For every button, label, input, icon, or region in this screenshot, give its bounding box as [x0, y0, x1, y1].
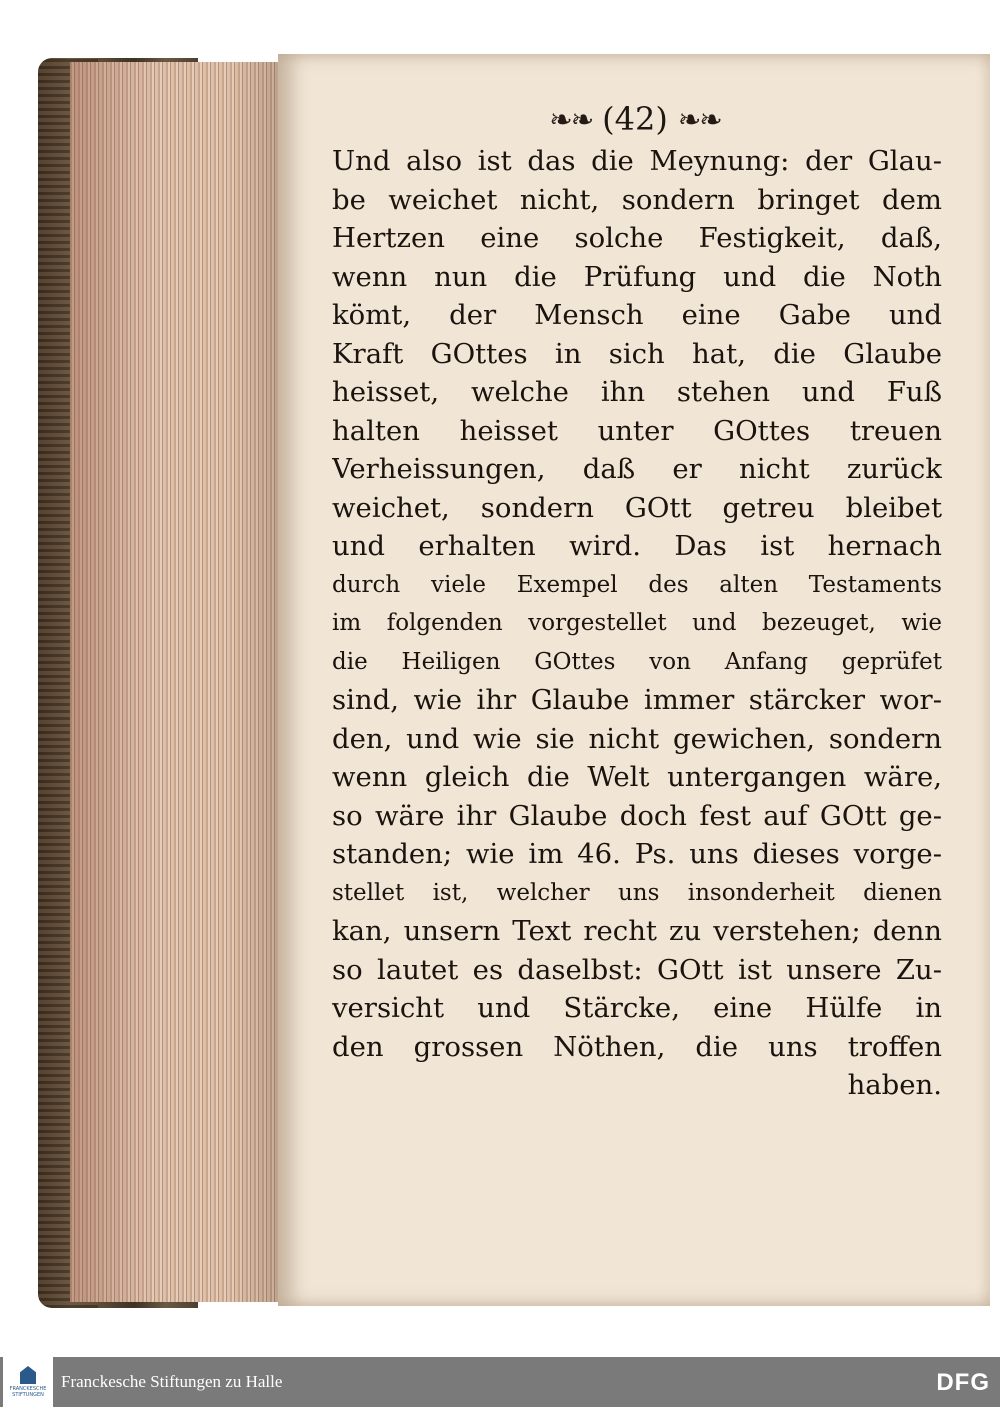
footer-bar: [0, 1357, 1000, 1407]
text-line: durch viele Exempel des alten Testaments: [332, 571, 942, 598]
ornament-left-icon: ❧❧: [549, 102, 593, 136]
footer-title[interactable]: Franckesche Stiftungen zu Halle: [61, 1372, 283, 1391]
text-line: Hertzen eine solche Festigkeit, daß,: [332, 222, 942, 254]
text-line: so lautet es daselbst: GOtt ist unsere Zu-: [332, 953, 942, 986]
text-line: kan, unsern Text recht zu verstehen; denn: [332, 915, 942, 947]
text-line: sind, wie ihr Glaube immer stärcker wor-: [332, 684, 942, 716]
page-number: (42): [602, 100, 668, 138]
building-icon: [20, 1366, 36, 1384]
text-line: standen; wie im 46. Ps. uns dieses vorge-: [332, 838, 942, 870]
text-line: versicht und Stärcke, eine Hülfe in: [332, 992, 942, 1024]
text-line: den, und wie sie nicht gewichen, sondern: [332, 722, 942, 755]
text-line: Und also ist das die Meynung: der Glau-: [332, 145, 942, 177]
text-line: und erhalten wird. Das ist hernach: [332, 530, 942, 562]
page-edges-shade: [70, 62, 285, 1302]
text-line: heisset, welche ihn stehen und Fuß: [332, 376, 942, 408]
text-line: die Heiligen GOttes von Anfang geprüfet: [332, 648, 942, 675]
page-text: [332, 142, 942, 1105]
text-line: be weichet nicht, sondern bringet dem: [332, 183, 942, 216]
text-line: Verheissungen, daß er nicht zurück: [332, 453, 942, 485]
ornament-right-icon: ❧❧: [677, 102, 721, 136]
text-line-catchword: haben.: [847, 1069, 942, 1101]
text-line: kömt, der Mensch eine Gabe und: [332, 299, 942, 331]
text-line: wenn nun die Prüfung und die Noth: [332, 260, 942, 293]
text-line: halten heisset unter GOttes treuen: [332, 414, 942, 447]
franckesche-logo[interactable]: [3, 1357, 53, 1407]
text-line: den grossen Nöthen, die uns troffen: [332, 1030, 942, 1063]
text-line: weichet, sondern GOtt getreu bleibet: [332, 491, 942, 524]
text-line: im folgenden vorgestellet und bezeuget, wie: [332, 610, 942, 636]
text-line: so wäre ihr Glaube doch fest auf GOtt ge-: [332, 799, 942, 832]
dfg-logo[interactable]: DFG: [936, 1369, 990, 1396]
page-header: [520, 94, 750, 144]
text-line: wenn gleich die Welt untergangen wäre,: [332, 761, 942, 793]
logo-text: FRANCKESCHE STIFTUNGEN: [9, 1386, 47, 1398]
text-line: Kraft GOttes in sich hat, die Glaube: [332, 337, 942, 370]
text-line: stellet ist, welcher uns insonderheit dienen: [332, 879, 942, 906]
